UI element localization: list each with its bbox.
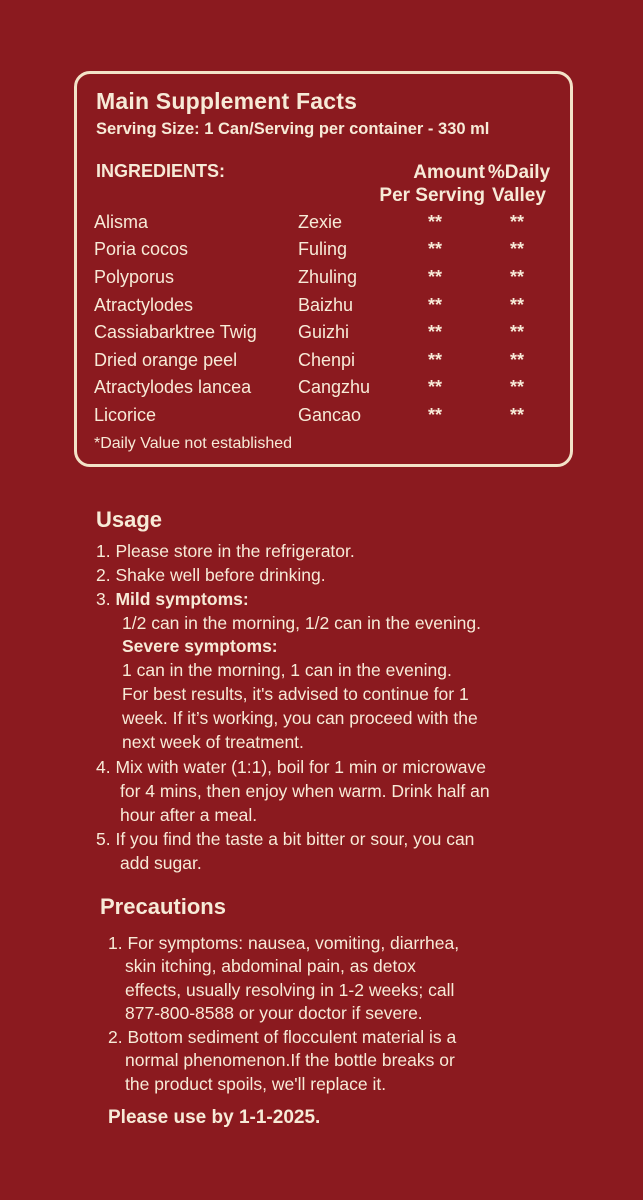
amount-header — [357, 161, 485, 207]
ingredient-row — [0, 295, 643, 321]
ingredient-name: Atractylodes — [94, 295, 194, 315]
usage-step-number: 3. — [96, 589, 111, 609]
usage-line — [96, 588, 249, 610]
ingredient-pinyin: Fuling — [298, 239, 348, 259]
use-by-date: Please use by 1-1-2025. — [108, 1107, 321, 1128]
ingredient-amount: ** — [427, 267, 442, 287]
amount-header-line2: Per Serving — [379, 185, 485, 206]
ingredient-daily-value: ** — [509, 405, 524, 425]
ingredient-row — [0, 239, 643, 265]
ingredient-daily-value: ** — [509, 377, 524, 397]
usage-line: 1. Please store in the refrigerator. — [96, 541, 355, 561]
precaution-line: skin itching, abdominal pain, as detox — [125, 956, 416, 976]
ingredients-header: INGREDIENTS: — [96, 161, 226, 181]
ingredient-name: Poria cocos — [94, 239, 189, 259]
ingredient-amount: ** — [427, 377, 442, 397]
ingredient-row — [0, 212, 643, 238]
ingredient-name: Cassiabarktree Twig — [94, 322, 257, 342]
ingredient-amount: ** — [427, 405, 442, 425]
daily-value-header — [482, 161, 556, 207]
amount-header-line1: Amount — [413, 162, 485, 183]
usage-line: For best results, it's advised to continue for 1 — [122, 684, 469, 704]
usage-line: next week of treatment. — [122, 732, 304, 752]
ingredient-row — [0, 405, 643, 431]
usage-line: 5. If you find the taste a bit bitter or sour, you can — [96, 829, 475, 849]
usage-heading: Usage — [96, 507, 163, 532]
ingredient-amount: ** — [427, 212, 442, 232]
precaution-line: 877-800-8588 or your doctor if severe. — [125, 1003, 423, 1023]
serving-size: Serving Size: 1 Can/Serving per container - 330 ml — [96, 120, 490, 138]
usage-line: for 4 mins, then enjoy when warm. Drink half an — [120, 781, 490, 801]
severe-symptoms-label: Severe symptoms: — [122, 636, 278, 656]
ingredient-pinyin: Baizhu — [298, 295, 354, 315]
daily-value-header-line1: %Daily — [487, 162, 551, 183]
ingredient-name: Alisma — [94, 212, 149, 232]
ingredient-pinyin: Chenpi — [298, 350, 356, 370]
ingredient-daily-value: ** — [509, 350, 524, 370]
usage-line: 1 can in the morning, 1 can in the evening. — [122, 660, 452, 680]
ingredient-amount: ** — [427, 295, 442, 315]
ingredient-pinyin: Zexie — [298, 212, 343, 232]
ingredient-row — [0, 377, 643, 403]
usage-line: week. If it’s working, you can proceed with the — [122, 708, 478, 728]
ingredient-daily-value: ** — [509, 322, 524, 342]
ingredient-amount: ** — [427, 322, 442, 342]
ingredient-row — [0, 322, 643, 348]
usage-line: 4. Mix with water (1:1), boil for 1 min or microwave — [96, 757, 486, 777]
daily-value-footnote: *Daily Value not established — [94, 435, 293, 452]
usage-line: add sugar. — [120, 853, 202, 873]
usage-line: hour after a meal. — [120, 805, 258, 825]
ingredient-row — [0, 350, 643, 376]
facts-title: Main Supplement Facts — [96, 88, 358, 114]
ingredient-amount: ** — [427, 239, 442, 259]
ingredient-pinyin: Guizhi — [298, 322, 350, 342]
precaution-line: effects, usually resolving in 1-2 weeks; call — [125, 980, 455, 1000]
precaution-line: the product spoils, we'll replace it. — [125, 1074, 387, 1094]
ingredient-name: Atractylodes lancea — [94, 377, 252, 397]
ingredient-pinyin: Zhuling — [298, 267, 358, 287]
ingredient-daily-value: ** — [509, 295, 524, 315]
ingredient-daily-value: ** — [509, 239, 524, 259]
ingredient-amount: ** — [427, 350, 442, 370]
ingredient-daily-value: ** — [509, 212, 524, 232]
usage-line: 2. Shake well before drinking. — [96, 565, 326, 585]
precaution-line: normal phenomenon.If the bottle breaks or — [125, 1050, 455, 1070]
precautions-heading: Precautions — [100, 894, 226, 919]
ingredient-row — [0, 267, 643, 293]
daily-value-header-line2: Valley — [492, 185, 546, 206]
ingredient-daily-value: ** — [509, 267, 524, 287]
precaution-line: 2. Bottom sediment of flocculent material is a — [108, 1027, 457, 1047]
ingredient-name: Licorice — [94, 405, 157, 425]
mild-symptoms-label: Mild symptoms: — [115, 589, 249, 609]
ingredient-name: Polyporus — [94, 267, 175, 287]
usage-line: 1/2 can in the morning, 1/2 can in the evening. — [122, 613, 481, 633]
ingredient-pinyin: Cangzhu — [298, 377, 371, 397]
ingredient-pinyin: Gancao — [298, 405, 362, 425]
ingredient-name: Dried orange peel — [94, 350, 238, 370]
precaution-line: 1. For symptoms: nausea, vomiting, diarrhea, — [108, 933, 460, 953]
